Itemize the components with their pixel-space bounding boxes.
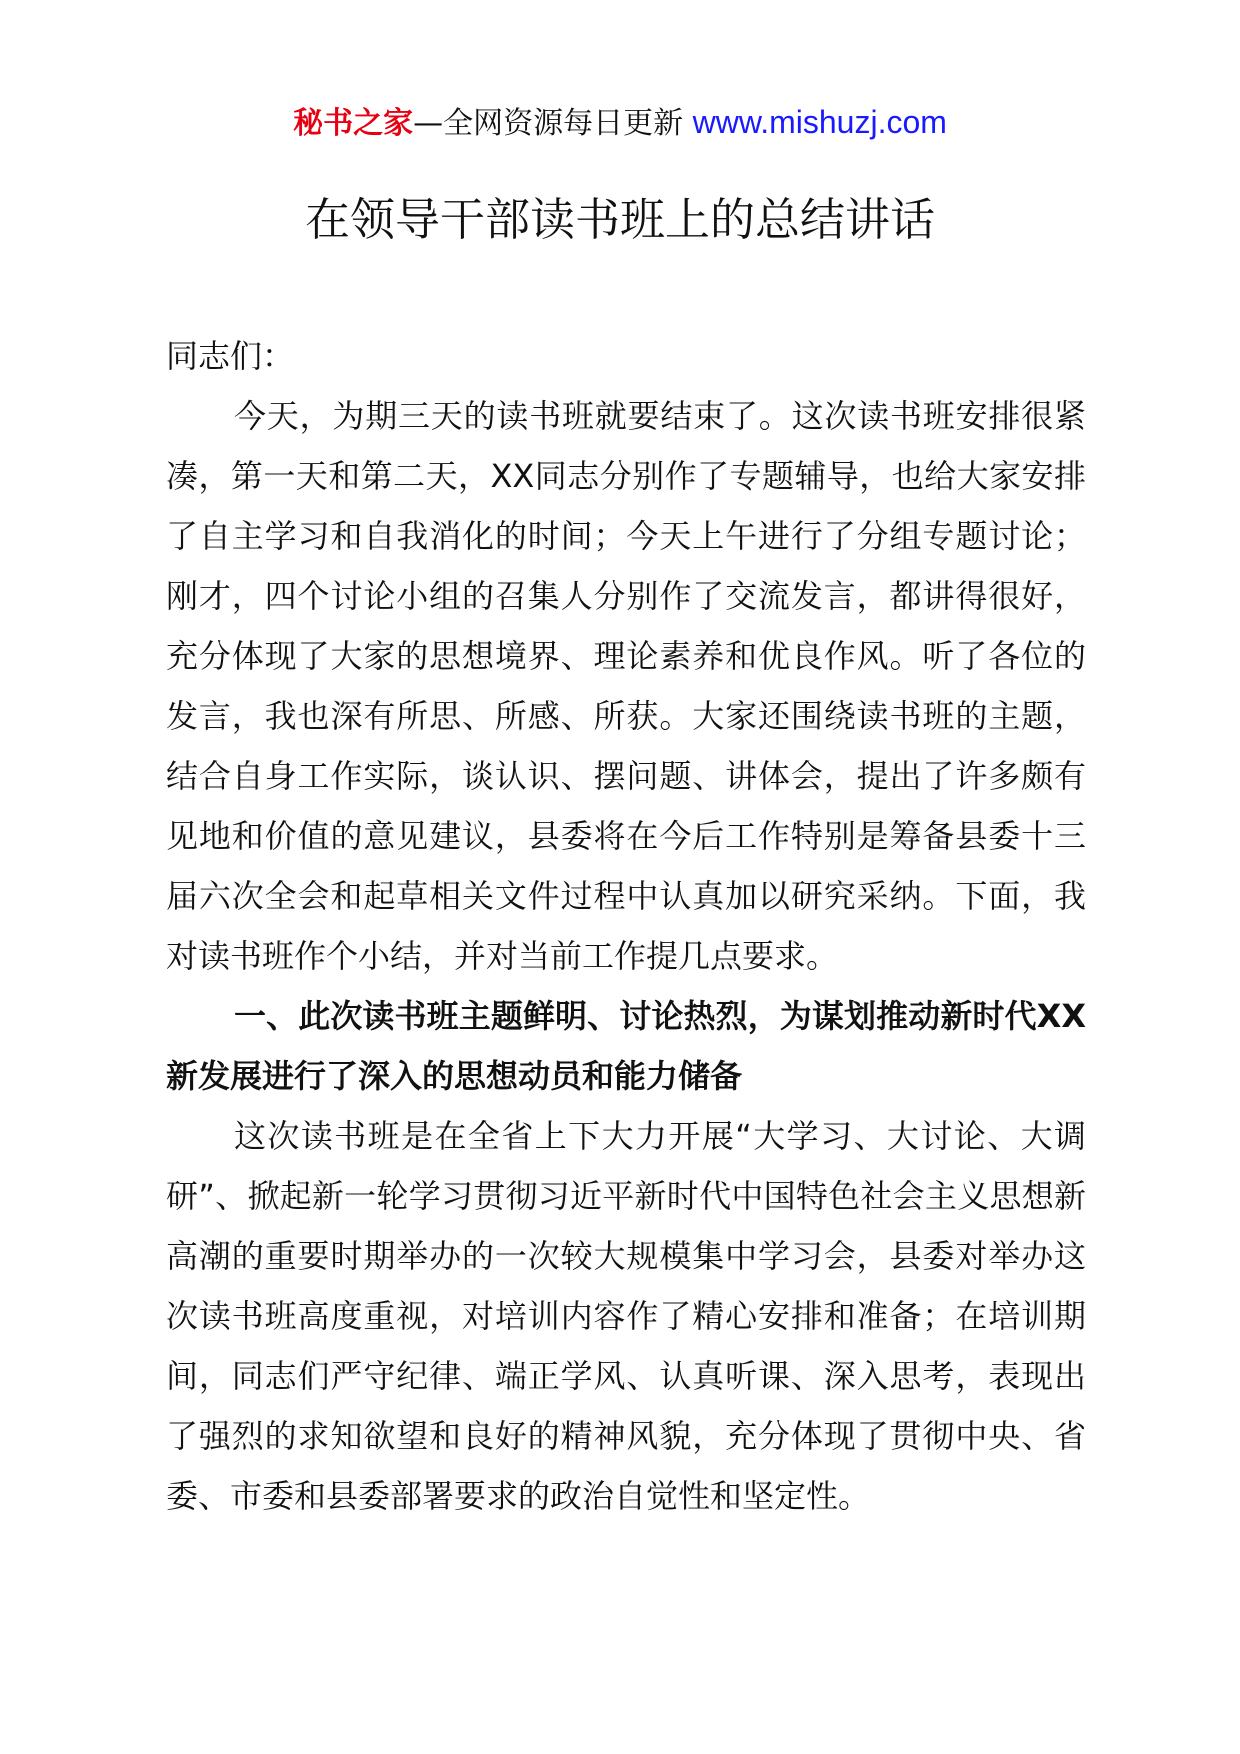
salutation: 同志们： [166,337,295,375]
document-body [166,326,1086,1526]
site-url-link[interactable]: www.mishuzj.com [692,104,947,140]
site-header-banner [0,100,1240,146]
section-heading-1: 一、此次读书班主题鲜明、讨论热烈，为谋划推动新时代XX新发展进行了深入的思想动员和能力储备 [166,997,1086,1095]
body-paragraph-intro: 今天，为期三天的读书班就要结束了。这次读书班安排很紧凑，第一天和第二天，XX同志分别作了专题辅导，也给大家安排了自主学习和自我消化的时间；今天上午进行了分组专题讨论；刚才，四个讨论小组的召集人分别作了交流发言，都讲得很好，充分体现了大家的思想境界、理论素养和优良作风。听了各位的发言，我也深有所思、所感、所获。大家还围绕读书班的主题，结合自身工作实际，谈认识、摆问题、讲体会，提出了许多颇有见地和价值的意见建议，县委将在今后工作特别是筹备县委十三届六次全会和起草相关文件过程中认真加以研究采纳。下面，我对读书班作个小结，并对当前工作提几点要求。 [166,397,1086,975]
body-paragraph-section-1: 这次读书班是在全省上下大力开展“大学习、大讨论、大调研”、掀起新一轮学习贯彻习近平新时代中国特色社会主义思想新高潮的重要时期举办的一次较大规模集中学习会，县委对举办这次读书班高度重视，对培训内容作了精心安排和准备；在培训期间，同志们严守纪律、端正学风、认真听课、深入思考，表现出了强烈的求知欲望和良好的精神风貌，充分体现了贯彻中央、省委、市委和县委部署要求的政治自觉性和坚定性。 [166,1117,1086,1515]
header-tagline: —全网资源每日更新 [413,106,693,141]
document-title: 在领导干部读书班上的总结讲话 [304,193,935,246]
brand-name: 秘书之家 [293,106,414,141]
